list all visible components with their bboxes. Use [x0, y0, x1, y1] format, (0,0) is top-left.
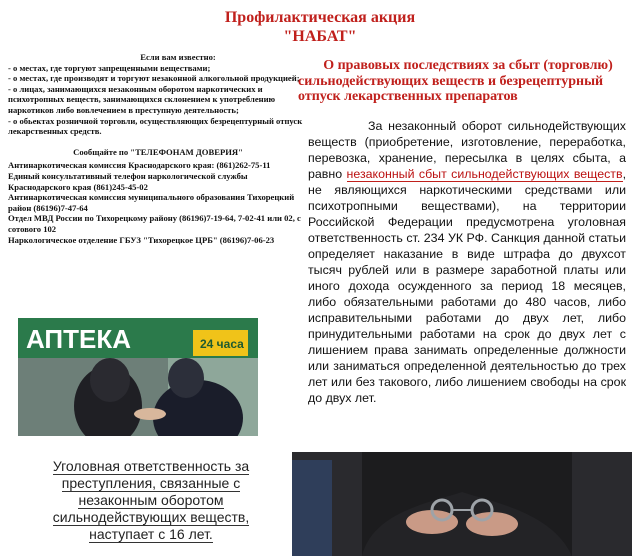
list-item: - о местах, где производят и торгуют незаконной алкогольной продукцией;	[8, 73, 300, 84]
phone-entry: Отдел МВД России по Тихорецкому району (86196)7-19-64, 7-02-41 или 02, с сотового 102	[8, 213, 301, 234]
list-item: - о лицах, занимающихся незаконным оборотом наркотических и психотропных веществ, занимающихся склонением к употреблению наркотиков либо вовлечением в преступную деятельность;	[8, 83, 276, 115]
list-item: - о обьектах розничной торговли, осуществляющих безрецептурный отпуск лекарственных средств.	[8, 115, 303, 137]
heading-line-2: сильнодействующих веществ и безрецептурный	[298, 73, 604, 89]
phone-entry: Единый консультативный телефон наркологической службы Краснодарского края (861)245-45-02	[8, 170, 248, 192]
caption-line-3: незаконным оборотом	[78, 492, 224, 508]
hours-text: 24 часа	[200, 337, 244, 351]
age-warning-caption	[20, 458, 282, 543]
caption-line-4: сильнодействующих веществ,	[52, 509, 250, 525]
pharmacy-photo	[18, 318, 258, 436]
if-known-heading: Если вам известно:	[140, 52, 216, 62]
legal-text	[308, 118, 626, 406]
title-line-1: Профилактическая акция	[224, 9, 416, 26]
page-title	[0, 8, 640, 46]
heading-line-1: О правовых последствиях за сбыт (торговлю)	[323, 58, 613, 73]
sign-text: АПТЕКА	[26, 324, 131, 354]
title-line-2: "НАБАТ"	[283, 28, 357, 45]
info-column	[8, 52, 308, 245]
phone-entry: Антинаркотическая комиссия муниципального образования Тихорецкий район (86196)7-47-64	[8, 192, 295, 213]
caption-line-5: наступает с 16 лет.	[89, 526, 213, 542]
phones-heading: Сообщайте по "ТЕЛЕФОНАМ ДОВЕРИЯ"	[73, 146, 243, 157]
legal-text-highlight: незаконный сбыт сильнодействующих веществ	[346, 167, 623, 181]
legal-text-part-2: , не являющихся наркотическими средствами или психотропными веществами), на территории Российской Федерации предусмотрена уголовная ответственность ст. 234 УК РФ. Санкция данной статьи определяет наказание в виде штрафа до двухсот тысяч рублей или в размере заработной платы или иного дохода осужденного за период 18 месяцев, либо обязательными работами до 480 часов, либо исправительными работами до двух лет, либо принудительными работами на срок до двух лет с лишением права занимать определенные должности или заниматься определенной деятельностью до трех лет или без такового, либо лишением свободы на срок до двух лет.	[308, 167, 627, 405]
heading-line-3: отпуск лекарственных препаратов	[298, 89, 518, 104]
legal-text-part-1: За незаконный оборот сильнодействующих веществ (приобретение, изготовление, переработка, перевозка, хранение, пересылка в целях сбыта, а равно	[308, 119, 626, 181]
caption-line-2: преступления, связанные с	[61, 475, 241, 491]
legal-heading	[298, 58, 638, 105]
handcuffs-photo	[292, 452, 632, 556]
phone-entry: Наркологическое отделение ГБУЗ "Тихорецкое ЦРБ" (86196)7-06-23	[8, 234, 275, 245]
list-item: - о местах, где торгуют запрещенными веществами;	[8, 62, 211, 73]
phone-entry: Антинаркотическая комиссия Краснодарского края: (861)262-75-11	[8, 160, 271, 171]
caption-line-1: Уголовная ответственность за	[52, 458, 250, 474]
